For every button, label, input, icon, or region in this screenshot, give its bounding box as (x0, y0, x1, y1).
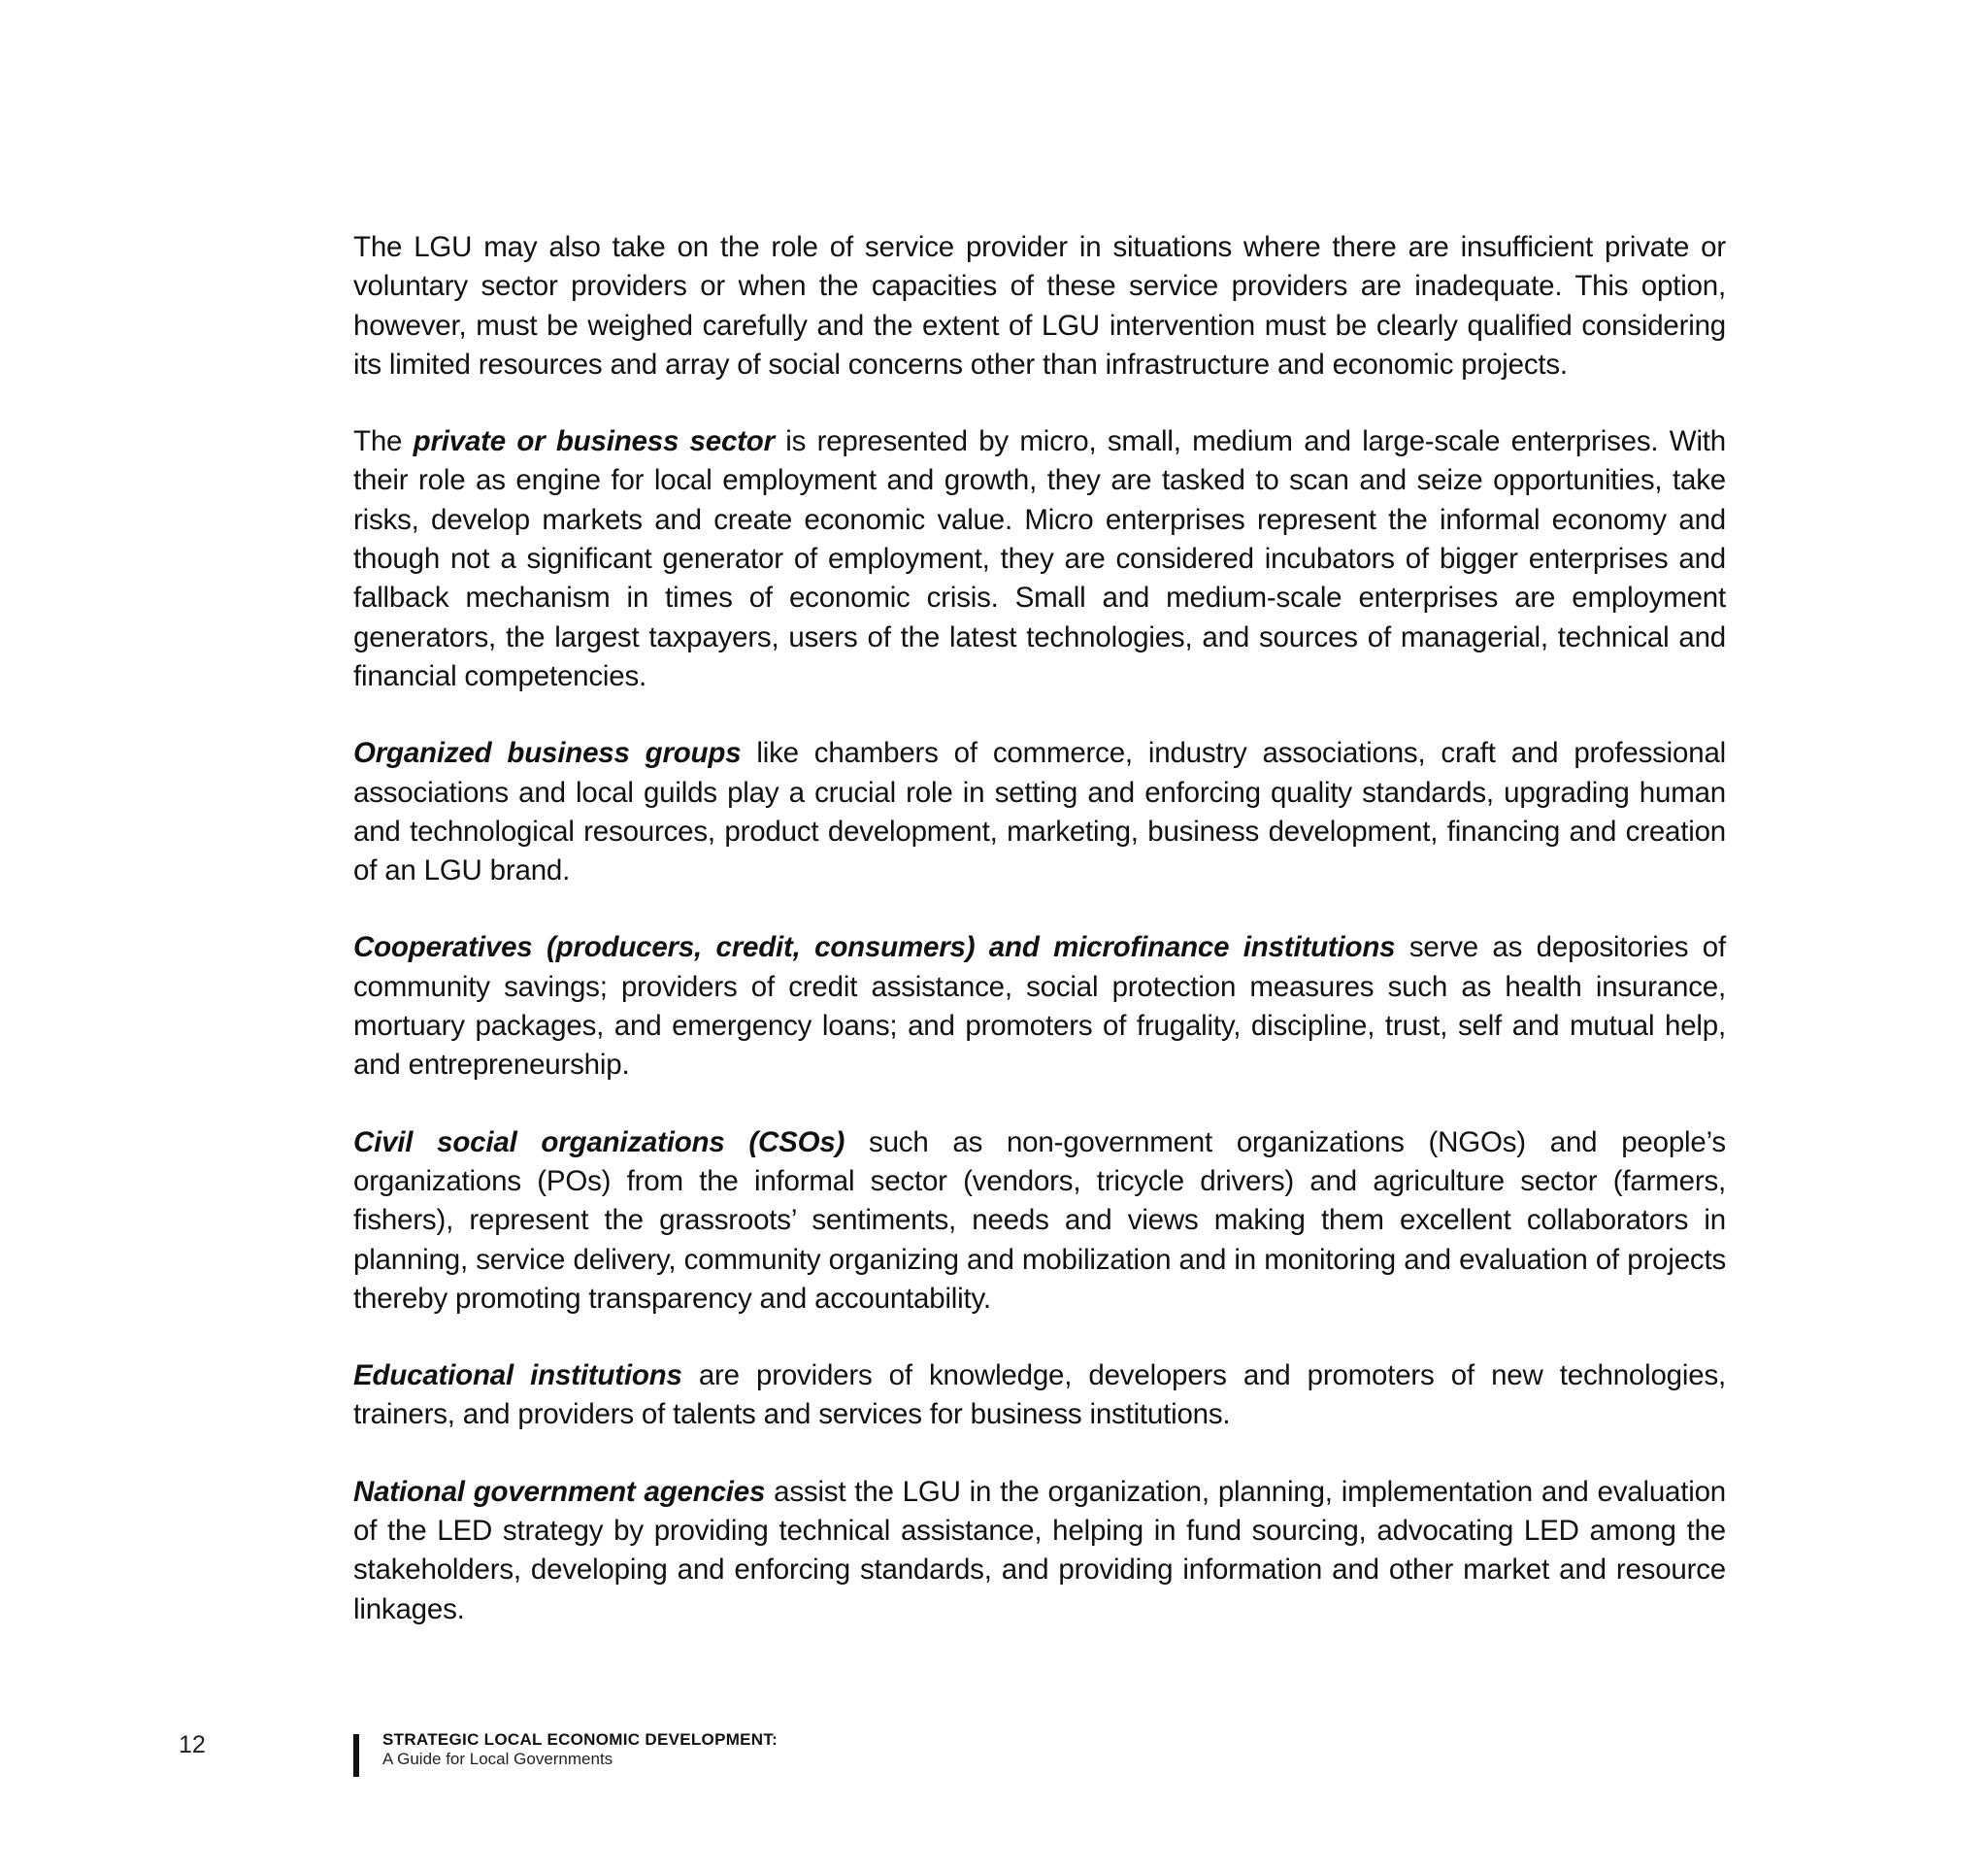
footer-subtitle: A Guide for Local Governments (382, 1750, 613, 1768)
paragraph-lead-term: Cooperatives (producers, credit, consumers) and microfinance institutions (353, 931, 1396, 964)
paragraph-national-government-agencies (353, 1473, 1726, 1629)
footer-title: STRATEGIC LOCAL ECONOMIC DEVELOPMENT: (382, 1730, 779, 1749)
paragraph-lead-term: National government agencies (353, 1475, 766, 1508)
page-number: 12 (179, 1731, 206, 1758)
paragraph-text: The LGU may also take on the role of service provider in situations where there are insufficient private or voluntary sector providers or when the capacities of these service providers are inadequate. This option, however, must be weighed carefully and the extent of LGU intervention must be clearly qualified considering its limited resources and array of social concerns other than infrastructure and economic projects. (353, 231, 1726, 381)
paragraph-lead-term: private or business sector (413, 425, 775, 458)
paragraph-text: such as non-government organizations (NGOs) and people’s organizations (POs) from the informal sector (vendors, tricycle drivers) and agriculture sector (farmers, fishers), represent the grassroots’ sentiments, needs and views making them excellent collaborators in planning, service delivery, community organizing and mobilization and in monitoring and evaluation of projects thereby promoting transparency and accountability. (353, 1125, 1726, 1315)
paragraph-text: are providers of knowledge, developers and promoters of new technologies, trainers, and providers of talents and services for business institutions. (353, 1359, 1726, 1431)
paragraph-organized-business-groups (353, 734, 1726, 890)
paragraph-civil-social-organizations (353, 1123, 1726, 1319)
paragraph-educational-institutions (353, 1356, 1726, 1435)
paragraph-lgu-service-provider (353, 228, 1726, 384)
footer-running-title (353, 1730, 778, 1777)
paragraph-lead-term: Organized business groups (353, 737, 742, 770)
paragraph-lead-term: Civil social organizations (CSOs) (353, 1125, 845, 1158)
paragraph-text: assist the LGU in the organization, planning, implementation and evaluation of the LED strategy by providing technical assistance, helping in fund sourcing, advocating LED among the stakeholders, developing and enforcing standards, and providing information and other market and resource linkages. (353, 1475, 1726, 1625)
paragraph-lead-term: Educational institutions (353, 1359, 682, 1392)
paragraph-text: serve as depositories of community savings; providers of credit assistance, social protection measures such as health insurance, mortuary packages, and emergency loans; and promoters of frugality, discipline, trust, self and mutual help, and entrepreneurship. (353, 931, 1726, 1082)
footer-divider-bar (353, 1734, 359, 1777)
paragraph-cooperatives (353, 928, 1726, 1085)
paragraph-text: like chambers of commerce, industry associations, craft and professional associations and local guilds play a crucial role in setting and enforcing quality standards, upgrading human and technological resources, product development, marketing, business development, financing and creation of an LGU brand. (353, 737, 1727, 887)
paragraph-text: is represented by micro, small, medium and large-scale enterprises. With their role as engine for local employment and growth, they are tasked to scan and seize opportunities, take risks, develop markets and create economic value. Micro enterprises represent the informal economy and though not a significant generator of employment, they are considered incubators of bigger enterprises and fallback mechanism in times of economic crisis. Small and medium-scale enterprises are employment generators, the largest taxpayers, users of the latest technologies, and sources of managerial, technical and financial competencies. (353, 425, 1727, 692)
paragraph-prefix: The (353, 425, 414, 458)
body-text (353, 228, 1726, 1667)
paragraph-private-sector (353, 422, 1726, 696)
